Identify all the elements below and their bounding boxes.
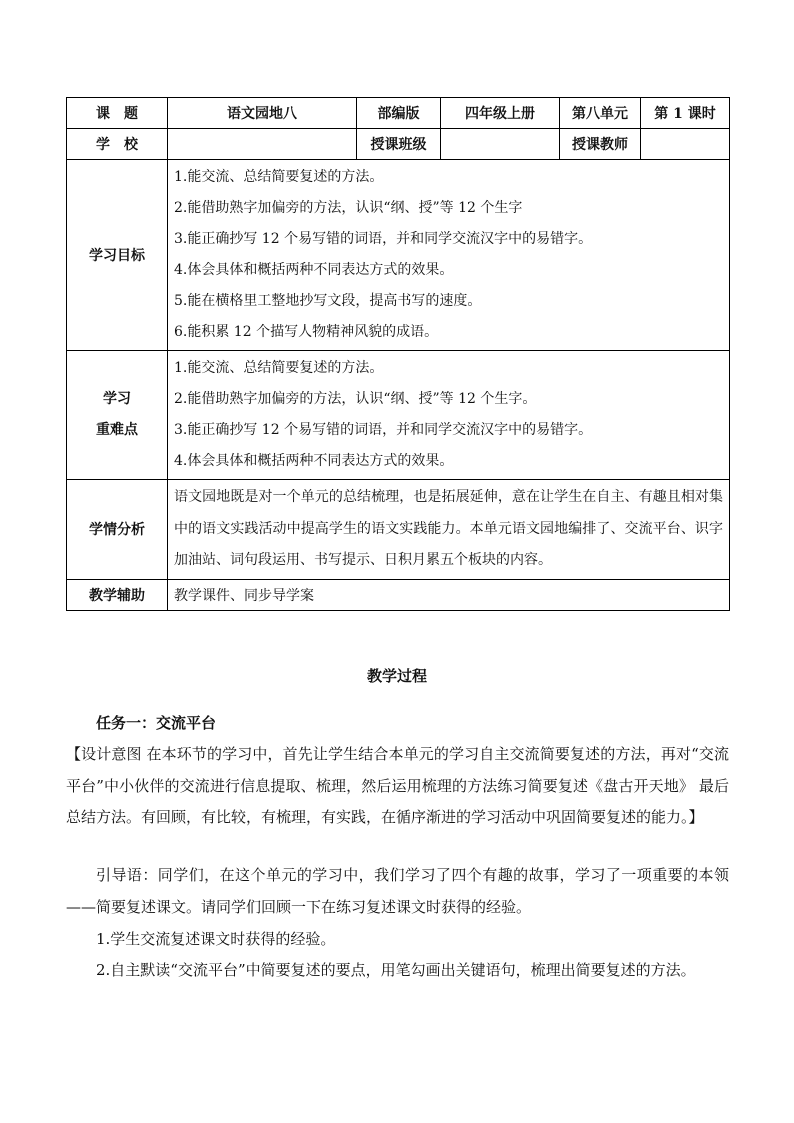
step-1-paragraph: 1.学生交流复述课文时获得的经验。: [96, 930, 336, 948]
list-item: 2.能借助熟字加偏旁的方法，认识“纲、授”等 12 个生字。: [174, 391, 537, 407]
analysis-text: 语文园地既是对一个单元的总结梳理，也是拓展延伸，意在让学生在自主、有趣且相对集中的语文实践活动中提高学生的语文实践能力。本单元语文园地编排了、交流平台、识字加油站、词句段运用、书写提示、日积月累五个板块的内容。: [168, 480, 730, 580]
key-points-list: [168, 351, 730, 480]
school-label: 学 校: [67, 129, 168, 160]
grade-value: 四年级上册: [441, 98, 560, 129]
aids-text: 教学课件、同步导学案: [168, 579, 730, 610]
table-row: [67, 129, 730, 160]
topic-label: 课 题: [67, 98, 168, 129]
table-row: [67, 579, 730, 610]
list-item: 1.能交流、总结简要复述的方法。: [174, 169, 384, 185]
lesson-value: 第 1 课时: [641, 98, 730, 129]
list-item: 3.能正确抄写 12 个易写错的词语，并和同学交流汉字中的易错字。: [174, 422, 593, 438]
school-value: [168, 129, 357, 160]
table-row: [67, 160, 730, 351]
list-item: 4.体会具体和概括两种不同表达方式的效果。: [174, 453, 454, 469]
class-label: 授课班级: [357, 129, 441, 160]
aids-label: 教学辅助: [67, 579, 168, 610]
list-item: 1.能交流、总结简要复述的方法。: [174, 360, 384, 376]
list-item: 4.体会具体和概括两种不同表达方式的效果。: [174, 262, 454, 278]
edition-value: 部编版: [357, 98, 441, 129]
key-points-label-line2: 重难点: [96, 422, 138, 438]
teacher-value: [641, 129, 730, 160]
intro-paragraph: 引导语：同学们，在这个单元的学习中，我们学习了四个有趣的故事，学习了一项重要的本领——简要复述课文。请同学们回顾一下在练习复述课文时获得的经验。: [66, 866, 729, 916]
task-heading: 任务一：交流平台: [96, 714, 217, 732]
table-row: [67, 98, 730, 129]
list-item: 3.能正确抄写 12 个易写错的词语，并和同学交流汉字中的易错字。: [174, 231, 593, 247]
class-value: [441, 129, 560, 160]
list-item: 2.能借助熟字加偏旁的方法，认识“纲、授”等 12 个生字: [174, 200, 523, 216]
design-intent-paragraph: 【设计意图 在本环节的学习中，首先让学生结合本单元的学习自主交流简要复述的方法，再对“交流平台”中小伙伴的交流进行信息提取、梳理，然后运用梳理的方法练习简要复述《盘古开天地》 最后总结方法。有回顾，有比较，有梳理，有实践，在循序渐进的学习活动中巩固简要复述的能力。】: [66, 745, 729, 826]
unit-value: 第八单元: [560, 98, 641, 129]
teacher-label: 授课教师: [560, 129, 641, 160]
analysis-label: 学情分析: [67, 480, 168, 580]
process-title: 教学过程: [366, 667, 427, 685]
table-row: [67, 351, 730, 480]
key-points-label-line1: 学习: [103, 391, 131, 407]
goals-list: [168, 160, 730, 351]
lesson-info-table: [66, 97, 730, 611]
list-item: 6.能积累 12 个描写人物精神风貌的成语。: [174, 324, 439, 340]
key-points-label: [67, 351, 168, 480]
step-2-paragraph: 2.自主默读“交流平台”中简要复述的要点，用笔勾画出关键语句，梳理出简要复述的方法。: [96, 961, 696, 979]
goals-label: 学习目标: [67, 160, 168, 351]
list-item: 5.能在横格里工整地抄写文段，提高书写的速度。: [174, 293, 482, 309]
topic-value: 语文园地八: [168, 98, 357, 129]
table-row: [67, 480, 730, 580]
